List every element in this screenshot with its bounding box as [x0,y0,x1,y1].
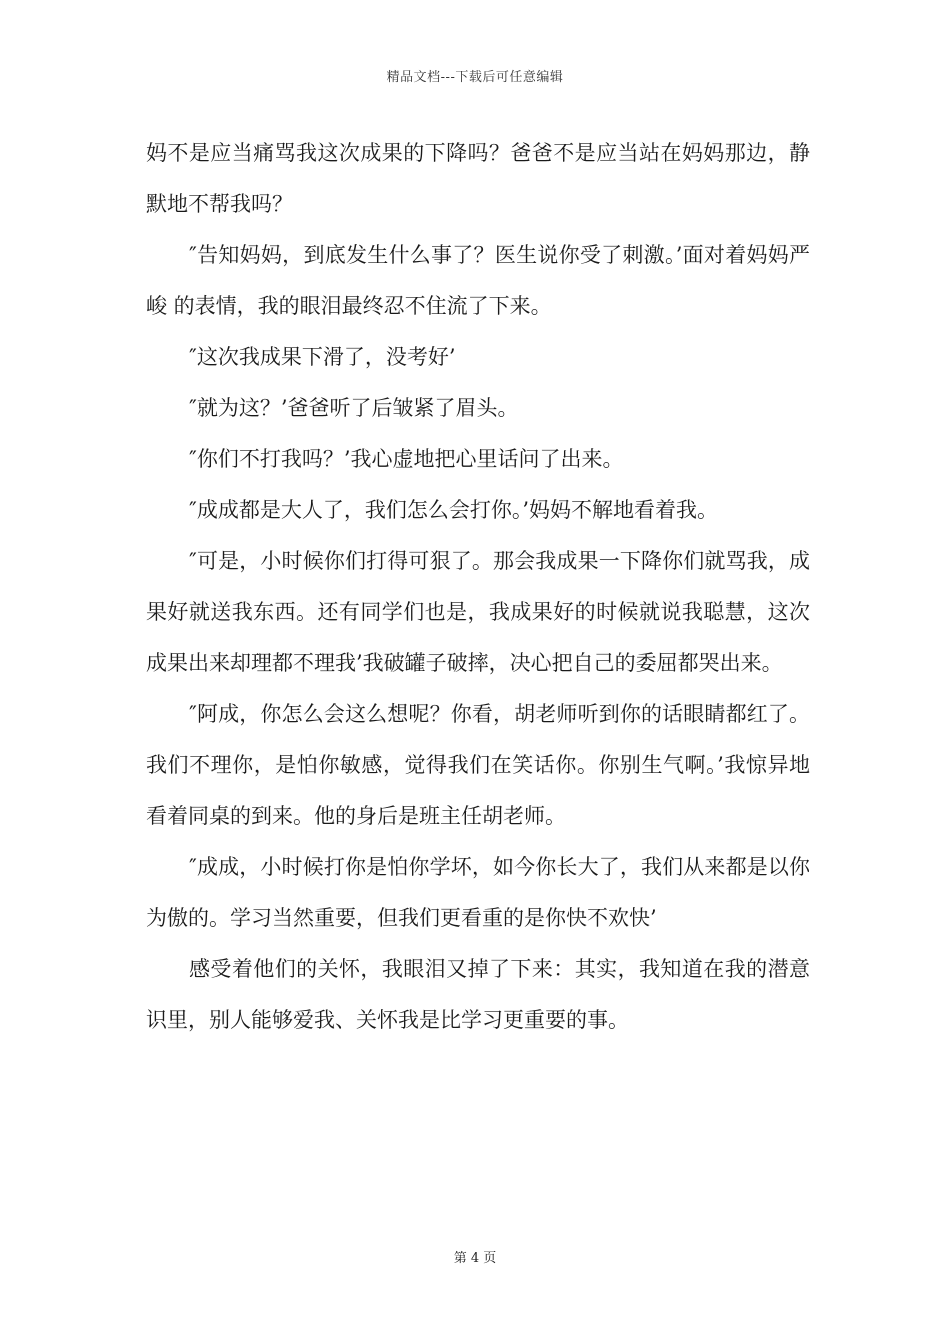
paragraph: ″成成，小时候打你是怕你学坏，如今你长大了，我们从来都是以你为傲的。学习当然重要，但我们更看重的是你快不欢快’ [146,855,810,930]
paragraph: ″就为这？’爸爸听了后皱紧了眉头。 [189,396,519,420]
paragraph: ″可是，小时候你们打得可狠了。那会我成果一下降你们就骂我，成果好就送我东西。还有同学们也是，我成果好的时候就说我聪慧，这次成果出来却理都不理我’我破罐子破摔，决心把自己的委屈都哭出来。 [146,549,810,675]
paragraph: ″告知妈妈，到底发生什么事了？医生说你受了刺激。’面对着妈妈严峻 的表情，我的眼泪最终忍不住流了下来。 [146,243,810,318]
paragraph: 感受着他们的关怀，我眼泪又掉了下来：其实，我知道在我的潜意识里，别人能够爱我、关怀我是比学习更重要的事。 [146,957,810,1032]
paragraph: ″阿成，你怎么会这么想呢？你看，胡老师听到你的话眼睛都红了。我们不理你，是怕你敏感，觉得我们在笑话你。你别生气啊。’我惊异地看着同桌的到来。他的身后是班主任胡老师。 [146,702,810,828]
page-number: 第 4 页 [453,1251,497,1266]
paragraph: ″你们不打我吗？’我心虚地把心里话问了出来。 [189,447,624,471]
paragraph-continuation: 妈不是应当痛骂我这次成果的下降吗？爸爸不是应当站在妈妈那边，静默地不帮我吗？ [146,141,810,216]
paragraph: ″这次我成果下滑了，没考好’ [189,345,456,369]
document-body [146,128,810,1046]
page-header: 精品文档---下载后可任意编辑 [386,70,564,85]
paragraph: ″成成都是大人了，我们怎么会打你。’妈妈不解地看着我。 [189,498,719,522]
